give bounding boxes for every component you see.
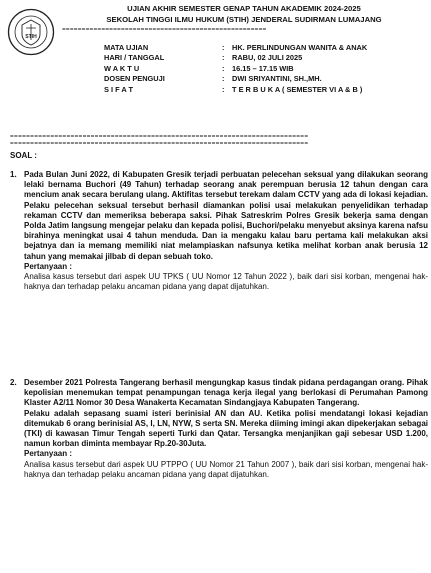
question-2 <box>10 378 428 480</box>
info-label: S I F A T <box>104 84 134 94</box>
exam-info-row: HARI / TANGGAL : RABU, 02 JULI 2025 <box>104 53 303 63</box>
header-line-2: SEKOLAH TINGGI ILMU HUKUM (STIH) JENDERAL SUDIRMAN LUMAJANG <box>106 15 382 24</box>
info-label: W A K T U <box>104 63 140 73</box>
info-label: HARI / TANGGAL <box>104 53 165 63</box>
divider-line: ========================================================================== <box>10 133 309 140</box>
info-label: DOSEN PENGUJI <box>104 74 165 84</box>
info-value: DWI SRIYANTINI, SH.,MH. <box>232 74 322 84</box>
question-1 <box>10 170 428 292</box>
header-rule: ==================================================== <box>62 26 267 33</box>
question-text: Desember 2021 Polresta Tangerang berhasil mengungkap kasus tindak pidana perdagangan orang. Pihak kepolisian menemukan tempat penampungan tenaga kerja ilegal yang berlokasi di Perumahan Pamong Klaster A2/11 Nomor 30 Desa Wanakerta Kecamatan Sindangjaya Kabupaten Tangerang. <box>24 378 428 408</box>
exam-info-row: W A K T U : 16.15 – 17.15 WIB <box>104 63 294 73</box>
logo-text: STIH <box>25 34 37 40</box>
header-line-1: UJIAN AKHIR SEMESTER GENAP TAHUN AKADEMIK 2024-2025 <box>127 4 361 13</box>
info-value: 16.15 – 17.15 WIB <box>232 63 294 73</box>
question-prompt-label: Pertanyaan : <box>24 261 73 271</box>
exam-info-row: S I F A T : T E R B U K A ( SEMESTER VI A & B ) <box>104 84 363 94</box>
info-label: MATA UJIAN <box>104 43 149 52</box>
question-prompt-label: Pertanyaan : <box>24 449 73 459</box>
question-prompt: Analisa kasus tersebut dari aspek UU PTPPO ( UU Nomor 21 Tahun 2007 ), baik dari sisi korban, mengenai hak-haknya dan terhadap pelaku ancaman pidana yang dapat dijatuhkan. <box>24 459 428 479</box>
info-value: T E R B U K A ( SEMESTER VI A & B ) <box>232 84 363 94</box>
exam-info-row: MATA UJIAN : HK. PERLINDUNGAN WANITA & ANAK <box>104 43 368 52</box>
exam-info-row: DOSEN PENGUJI : DWI SRIYANTINI, SH.,MH. <box>104 74 322 84</box>
stih-logo-emblem <box>7 8 55 56</box>
question-number: 1. <box>10 170 17 179</box>
soal-heading: SOAL : <box>10 151 37 160</box>
question-number: 2. <box>10 378 17 387</box>
question-text-continued: Pelaku adalah sepasang suami isteri berinisial AN dan AU. Ketika polisi mendatangi lokasi kejadian ditemukab 6 orang berinisial AS, I, LN, NYW, S serta SN. Mereka diiming imingi akan dipekerjakan sebagai (TKI) di kawasan Timur Tengah seperti Turki dan Qatar. Tersangka menjanjikan gaji sebesar USD 1.200, namun korban diminta membayar Rp.20-30Juta. <box>24 408 428 449</box>
exam-info-block <box>104 43 367 95</box>
question-text: Pada Bulan Juni 2022, di Kabupaten Gresik terjadi perbuatan pelecehan seksual yang dilakukan seorang lelaki bernama Buchori (49 Tahun) terhadap seorang anak perempuan berusia 12 tahun dengan cara mencium anak secara berulang ulang. Aktifitas tersebut terekam dalam CCTV yang ada di lokasi kejadian. Pelaku pelecehan seksual tersebut berhasil diamankan polisi usai melakukan penyelidikan terhadap rekaman CCTV dan memeriksa beberapa saksi. Pihak Satreskrim Polres Gresik bekerja sama dengan Polda Jatim langsung mengejar pelaku dan kepada polisi, Buchori/pelaku menyebut aksinya karena nafsu birahinya meningkat usai 4 tahun menduda. Dan ia mengaku kalau baru pertama kali melakukan aksi bejatnya dan ia memang memiliki niat melampiaskan nafsunya ketika melihat korban anak berusia 12 tahun yang memakai jilbab di depan sebuah toko. <box>24 170 428 261</box>
divider-line: ========================================================================== <box>10 140 309 147</box>
question-prompt: Analisa kasus tersebut dari aspek UU TPKS ( UU Nomor 12 Tahun 2022 ), baik dari sisi korban, mengenai hak-haknya dan terhadap pelaku ancaman pidana yang dapat dijatuhkan. <box>24 272 428 292</box>
info-value: HK. PERLINDUNGAN WANITA & ANAK <box>232 43 368 52</box>
info-value: RABU, 02 JULI 2025 <box>232 53 303 63</box>
